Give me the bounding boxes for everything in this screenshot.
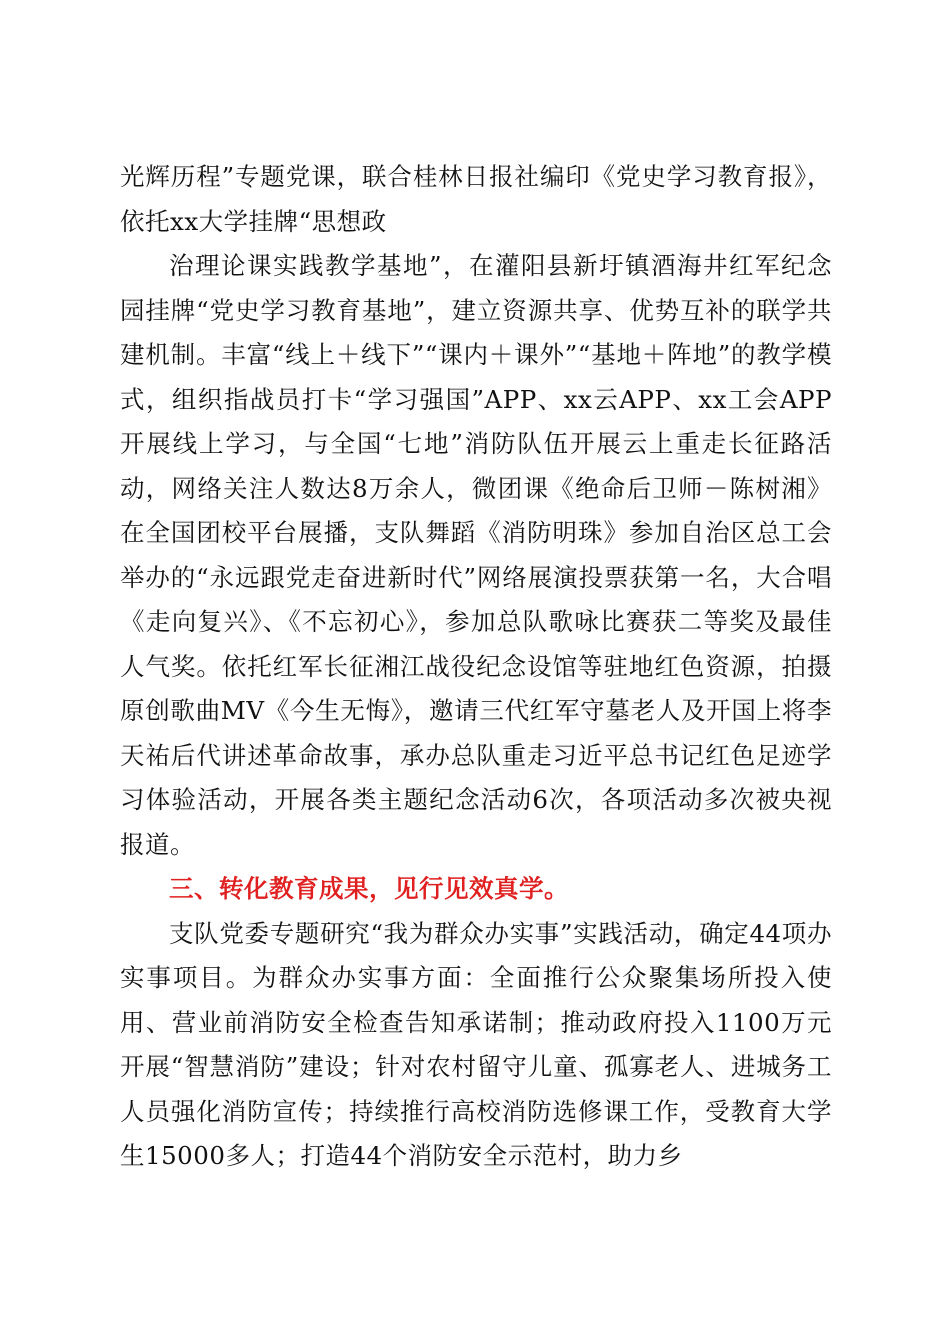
section-heading: 三、转化教育成果，见行见效真学。	[169, 874, 569, 903]
paragraph-continuation-2: 治理论课实践教学基地”，在灌阳县新圩镇酒海井红军纪念园挂牌“党史学习教育基地”，建立资源共享、优势互补的联学共建机制。丰富“线上＋线下”“课内＋课外”“基地＋阵地”的教学模式，组织指战员打卡“学习强国”APP、xx云APP、xx工会APP开展线上学习，与全国“七地”消防队伍开展云上重走长征路活动，网络关注人数达8万余人，微团课《绝命后卫师－陈树湘》在全国团校平台展播，支队舞蹈《消防明珠》参加自治区总工会举办的“永远跟党走奋进新时代”网络展演投票获第一名，大合唱《走向复兴》、《不忘初心》，参加总队歌咏比赛获二等奖及最佳人气奖。依托红军长征湘江战役纪念设馆等驻地红色资源，拍摄原创歌曲MV《今生无悔》，邀请三代红军守墓老人及开国上将李天祐后代讲述革命故事，承办总队重走习近平总书记红色足迹学习体验活动，开展各类主题纪念活动6次，各项活动多次被央视报道。	[120, 251, 832, 859]
paragraph-continuation-1: 光辉历程”专题党课，联合桂林日报社编印《党史学习教育报》，依托xx大学挂牌“思想政	[120, 162, 832, 236]
paragraph-section-3: 支队党委专题研究“我为群众办实事”实践活动，确定44项办实事项目。为群众办实事方面：全面推行公众聚集场所投入使用、营业前消防安全检查告知承诺制；推动政府投入1100万元开展“智慧消防”建设；针对农村留守儿童、孤寡老人、进城务工人员强化消防宣传；持续推行高校消防选修课工作，受教育大学生15000多人；打造44个消防安全示范村，助力乡	[120, 918, 832, 1170]
document-page	[120, 155, 832, 1179]
